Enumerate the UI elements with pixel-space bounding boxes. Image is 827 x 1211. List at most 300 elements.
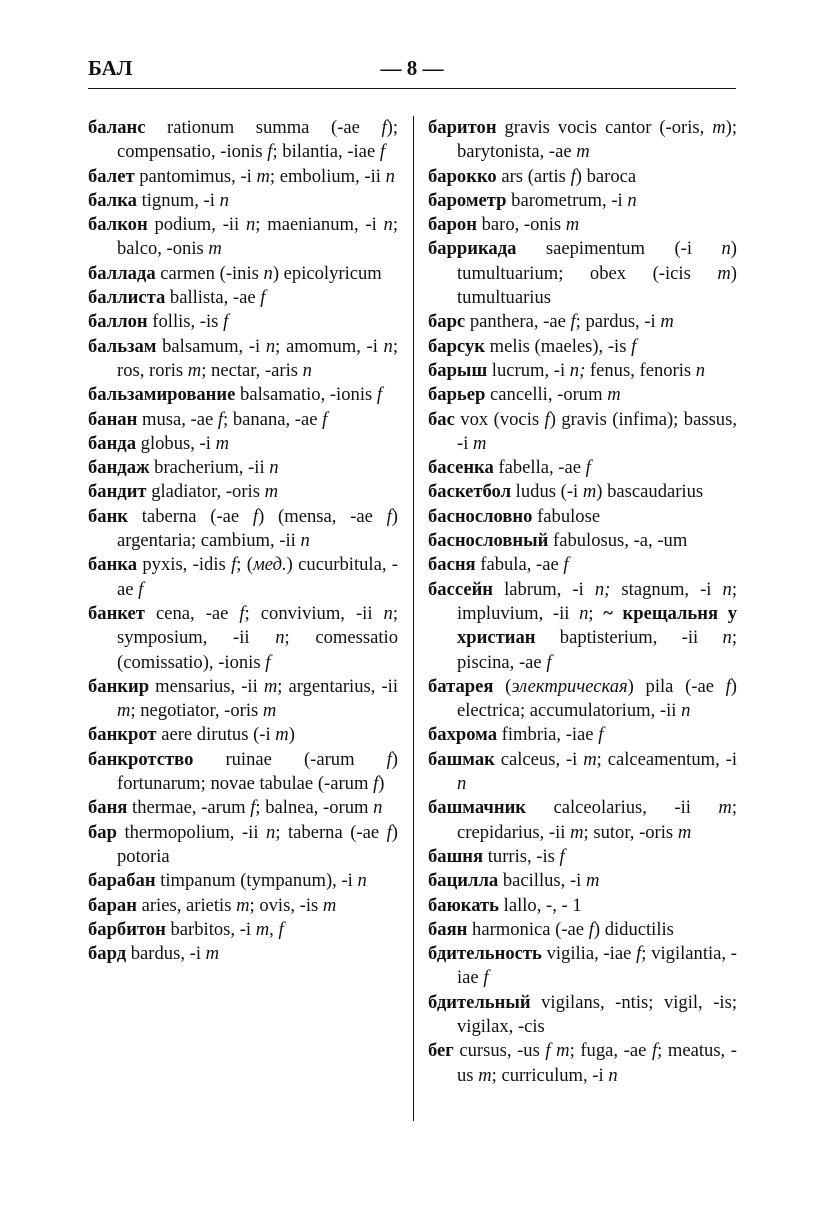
translation-text: bardus, -i bbox=[126, 943, 206, 965]
entry-headword: башмак bbox=[428, 748, 495, 770]
translation-text: aere dirutus (-i bbox=[156, 724, 276, 746]
grammar-label: f bbox=[651, 1040, 658, 1062]
grammar-label: f bbox=[570, 165, 576, 187]
grammar-label: f bbox=[386, 748, 392, 770]
translation-text: labrum, -i bbox=[493, 578, 595, 600]
dictionary-entry bbox=[88, 116, 398, 165]
grammar-label: n bbox=[695, 359, 706, 381]
running-headword: БАЛ bbox=[88, 56, 133, 80]
translation-text: aries, arietis bbox=[136, 894, 237, 916]
entry-headword: бахрома bbox=[428, 724, 498, 746]
translation-text: ; impluvium, -ii bbox=[457, 578, 737, 624]
dictionary-entry bbox=[88, 383, 398, 407]
sub-headword: ~ крещальня у христиан bbox=[457, 602, 737, 649]
dictionary-entry bbox=[88, 602, 398, 675]
translation-text: calceus, -i bbox=[494, 748, 584, 770]
translation-text: baptisterium, -ii bbox=[535, 627, 723, 649]
translation-text: barbitos, -i bbox=[165, 918, 256, 940]
dictionary-entry bbox=[428, 796, 737, 845]
grammar-label: m bbox=[236, 894, 250, 916]
grammar-label: мед. bbox=[252, 554, 287, 576]
translation-text: ; piscina, -ae bbox=[457, 627, 737, 673]
translation-text: ) bbox=[288, 724, 295, 746]
translation-text: panthera, -ae bbox=[465, 311, 571, 333]
grammar-label: f bbox=[278, 918, 284, 940]
grammar-label: f m bbox=[545, 1040, 570, 1062]
translation-text: tignum, -i bbox=[136, 189, 220, 211]
translation-text: thermopolium, -ii bbox=[116, 821, 267, 843]
grammar-label: n bbox=[722, 627, 732, 649]
dictionary-entry bbox=[428, 918, 737, 942]
translation-text: pantomimus, -i bbox=[134, 165, 257, 187]
entry-headword: бальзам bbox=[88, 335, 157, 357]
entry-headword: барсук bbox=[428, 335, 485, 357]
entry-headword: бдительный bbox=[428, 991, 531, 1013]
grammar-label: m bbox=[478, 1064, 492, 1086]
entry-headword: бандит bbox=[88, 481, 147, 503]
translation-text: ; symposium, -ii bbox=[117, 602, 398, 649]
dictionary-entry bbox=[428, 942, 737, 991]
dictionary-entry bbox=[88, 408, 398, 432]
entry-headword: балет bbox=[88, 165, 135, 187]
translation-text: ); barytonista, -ae bbox=[457, 117, 737, 163]
translation-text: ) bbox=[378, 773, 385, 795]
translation-text: rationum summa (-ae bbox=[145, 117, 382, 138]
translation-text: ; ovis, -is bbox=[249, 894, 323, 916]
translation-text: vigilans, -ntis; vigil, -is; vigilax, -cis bbox=[457, 991, 737, 1037]
grammar-label: n bbox=[266, 821, 276, 843]
translation-text: ; ( bbox=[236, 554, 253, 576]
grammar-label: n; bbox=[569, 359, 586, 381]
dictionary-entry bbox=[88, 262, 398, 286]
dictionary-entry bbox=[428, 869, 737, 893]
entry-headword: барьер bbox=[428, 384, 486, 406]
translation-text: ; meatus, -us bbox=[457, 1040, 737, 1086]
entry-headword: банк bbox=[88, 505, 129, 527]
translation-text: cancelli, -orum bbox=[485, 384, 608, 406]
translation-text: ; banana, -ae bbox=[223, 408, 323, 430]
dictionary-entry bbox=[88, 553, 398, 602]
grammar-label: f bbox=[725, 675, 731, 697]
grammar-label: n bbox=[457, 773, 467, 795]
translation-text: baro, -onis bbox=[476, 214, 566, 236]
dictionary-entry bbox=[88, 335, 398, 384]
translation-text: ; calceamentum, -i bbox=[596, 748, 737, 770]
grammar-label: m bbox=[208, 238, 222, 260]
grammar-label: n bbox=[383, 335, 393, 357]
entry-headword: баран bbox=[88, 894, 137, 916]
translation-text: ) tumultuarius bbox=[457, 262, 737, 309]
translation-text: lucrum, -i bbox=[487, 359, 570, 381]
grammar-label: n bbox=[627, 189, 637, 211]
translation-text: ) tumultuarium; obex (-icis bbox=[457, 238, 737, 284]
grammar-label: m bbox=[582, 481, 597, 503]
grammar-label: m bbox=[255, 918, 270, 940]
grammar-label: m bbox=[264, 481, 279, 503]
translation-text: ; crepidarius, -ii bbox=[457, 797, 737, 843]
grammar-label: n bbox=[269, 457, 279, 479]
grammar-label: n bbox=[263, 262, 273, 284]
grammar-label: m bbox=[205, 943, 220, 965]
translation-text: ; vigilantia, -iae bbox=[457, 943, 738, 989]
dictionary-entry bbox=[88, 796, 398, 820]
grammar-label: n bbox=[579, 602, 589, 624]
entry-headword: барбитон bbox=[88, 918, 166, 940]
dictionary-entry bbox=[428, 165, 737, 189]
translation-text: ; fuga, -ae bbox=[569, 1040, 652, 1062]
translation-text: follis, -is bbox=[147, 311, 224, 333]
translation-text: bracherium, -ii bbox=[149, 457, 270, 479]
dictionary-entry bbox=[88, 213, 398, 262]
translation-text: ; sutor, -oris bbox=[583, 821, 678, 843]
grammar-label: m bbox=[576, 141, 590, 163]
grammar-label: n bbox=[385, 165, 395, 187]
entry-headword: банкротство bbox=[88, 748, 194, 770]
dictionary-entry bbox=[428, 335, 737, 359]
translation-text: globus, -i bbox=[136, 432, 216, 454]
translation-text: carmen (-inis bbox=[155, 262, 264, 284]
grammar-label: n bbox=[722, 578, 732, 600]
grammar-label: f bbox=[386, 505, 392, 527]
grammar-label: f bbox=[373, 773, 379, 795]
translation-text: ) electrica; accumulatorium, -ii bbox=[457, 675, 737, 722]
dictionary-entry bbox=[428, 408, 737, 457]
translation-text: ; balco, -onis bbox=[117, 214, 399, 260]
entry-headword: бацилла bbox=[428, 870, 499, 892]
translation-text: ) gravis (infima); bassus, -i bbox=[457, 408, 737, 454]
translation-text: stagnum, -i bbox=[610, 578, 723, 600]
entry-headword: барыш bbox=[428, 359, 488, 381]
entry-headword: бальзамирование bbox=[88, 384, 236, 406]
grammar-label: n bbox=[300, 530, 310, 552]
entry-headword: бег bbox=[428, 1040, 454, 1062]
grammar-label: n bbox=[383, 602, 393, 624]
translation-text: calceolarius, -ii bbox=[526, 797, 719, 819]
dictionary-entry bbox=[428, 675, 737, 724]
entry-headword: басенка bbox=[428, 457, 494, 479]
translation-text: ; negotiator, -oris bbox=[130, 700, 263, 722]
right-column bbox=[428, 116, 737, 1088]
dictionary-entry bbox=[88, 942, 398, 966]
translation-text: vox (vocis bbox=[454, 408, 545, 430]
dictionary-entry bbox=[88, 918, 398, 942]
entry-headword: баскетбол bbox=[428, 481, 512, 503]
grammar-label: f bbox=[636, 943, 642, 965]
translation-text: ) cucurbitula, -ae bbox=[117, 554, 398, 600]
dictionary-entry bbox=[428, 991, 737, 1040]
dictionary-entry bbox=[88, 165, 398, 189]
translation-text: ); compensatio, -ionis bbox=[117, 117, 398, 163]
grammar-label: f bbox=[386, 821, 392, 843]
column-divider bbox=[413, 116, 414, 1121]
translation-text: ; comessatio (comissatio), -ionis bbox=[117, 627, 398, 673]
dictionary-entry bbox=[88, 286, 398, 310]
translation-text: fabella, -ae bbox=[493, 457, 586, 479]
translation-text: ) bascaudarius bbox=[596, 481, 704, 503]
entry-headword: баллон bbox=[88, 311, 148, 333]
grammar-label: f bbox=[559, 845, 565, 867]
entry-headword: баррикада bbox=[428, 238, 517, 260]
dictionary-entry bbox=[428, 310, 737, 334]
dictionary-entry bbox=[428, 213, 737, 237]
grammar-label: n bbox=[383, 214, 393, 236]
grammar-label: f bbox=[252, 505, 259, 527]
entry-headword: бар bbox=[88, 821, 117, 843]
grammar-label: m bbox=[263, 675, 278, 697]
translation-text: ballista, -ae bbox=[165, 287, 261, 309]
grammar-label: f bbox=[588, 918, 594, 940]
translation-text: ) fortunarum; novae tabulae (-arum bbox=[117, 748, 398, 795]
page-header bbox=[88, 56, 736, 89]
grammar-label: f bbox=[250, 797, 256, 819]
translation-text: vigilia, -iae bbox=[541, 943, 637, 965]
translation-text: ; maenianum, -i bbox=[255, 214, 384, 236]
grammar-label: m bbox=[607, 384, 621, 406]
dictionary-entry bbox=[428, 553, 737, 577]
dictionary-entry bbox=[88, 894, 398, 918]
grammar-label: m bbox=[565, 214, 580, 236]
grammar-label: m bbox=[570, 821, 584, 843]
entry-headword: бдительность bbox=[428, 943, 542, 965]
translation-text: fabula, -ae bbox=[475, 554, 564, 576]
translation-text: ars (artis bbox=[496, 165, 571, 187]
translation-text: ) epicolyricum bbox=[272, 262, 382, 284]
entry-headword: барабан bbox=[88, 870, 156, 892]
translation-text: ( bbox=[493, 675, 512, 697]
grammar-label: f bbox=[546, 651, 552, 673]
dictionary-entry bbox=[88, 456, 398, 480]
grammar-label: f bbox=[544, 408, 550, 430]
grammar-label: f bbox=[239, 602, 245, 624]
grammar-label: n bbox=[608, 1064, 618, 1086]
translation-text: ) argentaria; cambium, -ii bbox=[117, 505, 398, 552]
dictionary-entry bbox=[88, 505, 398, 554]
entry-headword: бас bbox=[428, 408, 455, 430]
grammar-label: f bbox=[267, 141, 273, 163]
grammar-label: m bbox=[660, 311, 674, 333]
dictionary-entry bbox=[428, 529, 737, 553]
entry-headword: бандаж bbox=[88, 457, 150, 479]
dictionary-entry bbox=[88, 675, 398, 724]
grammar-label: f bbox=[322, 408, 328, 430]
translation-text: ) (mensa, -ae bbox=[258, 505, 387, 527]
grammar-label: f bbox=[598, 724, 604, 746]
entry-headword: барометр bbox=[428, 189, 507, 211]
grammar-label: f bbox=[631, 335, 637, 357]
dictionary-entry bbox=[88, 869, 398, 893]
grammar-label: m bbox=[717, 262, 731, 284]
entry-headword: баланс bbox=[88, 117, 146, 138]
translation-text: timpanum (tympanum), -i bbox=[155, 870, 358, 892]
translation-text: fabulosus, -a, -um bbox=[548, 530, 688, 552]
translation-text: saepimentum (-i bbox=[516, 238, 722, 260]
grammar-label: m bbox=[677, 821, 692, 843]
dictionary-entry bbox=[428, 845, 737, 869]
grammar-label: n bbox=[357, 870, 367, 892]
entry-headword: баснословно bbox=[428, 505, 533, 527]
translation-text: ruinae (-arum bbox=[193, 748, 387, 770]
entry-headword: баян bbox=[428, 918, 468, 940]
dictionary-entry bbox=[428, 383, 737, 407]
grammar-label: m bbox=[585, 870, 600, 892]
translation-text: ; convivium, -ii bbox=[244, 602, 384, 624]
translation-text: fimbria, -iae bbox=[497, 724, 599, 746]
translation-text: melis (maeles), -is bbox=[484, 335, 632, 357]
translation-text: ludus (-i bbox=[511, 481, 583, 503]
entry-headword: башмачник bbox=[428, 797, 527, 819]
grammar-label: m bbox=[262, 700, 277, 722]
entry-headword: барс bbox=[428, 311, 466, 333]
dictionary-entry bbox=[428, 1039, 737, 1088]
translation-text: ; taberna (-ae bbox=[275, 821, 387, 843]
dictionary-entry bbox=[88, 189, 398, 213]
entry-headword: батарея bbox=[428, 675, 494, 697]
grammar-label: n bbox=[302, 359, 312, 381]
translation-text: pyxis, -idis bbox=[137, 554, 232, 576]
translation-text: ; nectar, -aris bbox=[201, 359, 303, 381]
grammar-label: m bbox=[712, 117, 726, 138]
translation-text: ) diductilis bbox=[593, 918, 674, 940]
grammar-label: f bbox=[483, 967, 489, 989]
translation-text: ; pardus, -i bbox=[575, 311, 661, 333]
page-number: — 8 — bbox=[380, 56, 444, 80]
translation-text: ; amomum, -i bbox=[275, 335, 384, 357]
dictionary-entry bbox=[428, 505, 737, 529]
translation-text: cena, -ae bbox=[144, 602, 240, 624]
entry-headword: баня bbox=[88, 797, 128, 819]
dictionary-entry bbox=[428, 189, 737, 213]
entry-headword: банкир bbox=[88, 675, 150, 697]
entry-headword: банкрот bbox=[88, 724, 157, 746]
translation-text: ; ros, roris bbox=[117, 335, 398, 381]
dictionary-entry bbox=[88, 821, 398, 870]
grammar-label: f bbox=[379, 141, 386, 163]
dictionary-entry bbox=[428, 359, 737, 383]
grammar-label: f bbox=[376, 384, 383, 406]
dictionary-entry bbox=[428, 723, 737, 747]
translation-text: lallo, -, - 1 bbox=[499, 894, 582, 916]
entry-headword: баснословный bbox=[428, 530, 549, 552]
entry-headword: баллада bbox=[88, 262, 156, 284]
translation-text: podium, -ii bbox=[147, 214, 246, 236]
dictionary-entry bbox=[428, 237, 737, 310]
translation-text: mensarius, -ii bbox=[149, 675, 264, 697]
entry-headword: банда bbox=[88, 432, 137, 454]
dictionary-entry bbox=[88, 432, 398, 456]
grammar-label: f bbox=[265, 651, 271, 673]
dictionary-entry bbox=[88, 723, 398, 747]
translation-text: ; bbox=[588, 602, 604, 624]
grammar-label: f bbox=[563, 554, 569, 576]
grammar-label: f bbox=[570, 311, 576, 333]
dictionary-entry bbox=[88, 310, 398, 334]
translation-text: ; bilantia, -iae bbox=[272, 141, 380, 163]
dictionary-entry bbox=[428, 480, 737, 504]
translation-text: ) baroca bbox=[575, 165, 637, 187]
grammar-label: f bbox=[217, 408, 224, 430]
grammar-label: n bbox=[373, 797, 383, 819]
translation-text: ; balnea, -orum bbox=[255, 797, 374, 819]
grammar-label: m bbox=[187, 359, 202, 381]
grammar-label: m bbox=[718, 797, 732, 819]
entry-headword: барокко bbox=[428, 165, 497, 187]
dictionary-entry bbox=[88, 480, 398, 504]
grammar-label: n bbox=[219, 189, 229, 211]
translation-text: ) potoria bbox=[117, 821, 398, 867]
grammar-label: n bbox=[246, 214, 256, 236]
translation-text: taberna (-ae bbox=[128, 505, 253, 527]
grammar-label: f bbox=[138, 578, 144, 600]
entry-headword: барон bbox=[428, 214, 477, 236]
entry-headword: баюкать bbox=[428, 894, 500, 916]
dictionary-entry bbox=[428, 456, 737, 480]
grammar-label: f bbox=[223, 311, 229, 333]
grammar-label: n bbox=[265, 335, 276, 357]
dictionary-entry bbox=[428, 894, 737, 918]
translation-text: balsamatio, -ionis bbox=[235, 384, 377, 406]
grammar-label: n; bbox=[594, 578, 611, 600]
translation-text: ; argentarius, -ii bbox=[277, 675, 398, 697]
translation-text: balsamum, -i bbox=[156, 335, 266, 357]
grammar-label: f bbox=[381, 117, 387, 138]
translation-text: fenus, fenoris bbox=[585, 359, 696, 381]
entry-headword: басня bbox=[428, 554, 476, 576]
translation-text: turris, -is bbox=[483, 845, 560, 867]
dictionary-entry bbox=[428, 748, 737, 797]
grammar-label: n bbox=[721, 238, 731, 260]
grammar-label: m bbox=[117, 700, 131, 722]
entry-headword: баллиста bbox=[88, 287, 166, 309]
translation-text: ; curriculum, -i bbox=[491, 1064, 609, 1086]
entry-headword: балкон bbox=[88, 214, 148, 236]
entry-headword: бассейн bbox=[428, 578, 494, 600]
grammar-label: f bbox=[585, 457, 591, 479]
translation-text: harmonica (-ae bbox=[467, 918, 589, 940]
entry-headword: банка bbox=[88, 554, 138, 576]
entry-headword: балка bbox=[88, 189, 137, 211]
translation-text: gravis vocis cantor (-oris, bbox=[496, 117, 713, 138]
translation-text: fabulose bbox=[532, 505, 601, 527]
dictionary-entry bbox=[428, 116, 737, 165]
grammar-label: m bbox=[275, 724, 289, 746]
grammar-label: f bbox=[231, 554, 237, 576]
translation-text: , bbox=[269, 918, 279, 940]
grammar-label: m bbox=[322, 894, 337, 916]
dictionary-entry bbox=[88, 748, 398, 797]
translation-text: bacillus, -i bbox=[498, 870, 586, 892]
grammar-label: m bbox=[256, 165, 270, 187]
translation-text: barometrum, -i bbox=[506, 189, 628, 211]
entry-headword: банан bbox=[88, 408, 138, 430]
translation-text: musa, -ae bbox=[137, 408, 218, 430]
translation-text: thermae, -arum bbox=[127, 797, 251, 819]
grammar-label: электрическая bbox=[511, 675, 628, 697]
entry-headword: баритон bbox=[428, 117, 497, 138]
grammar-label: n bbox=[275, 627, 285, 649]
translation-text: gladiator, -oris bbox=[146, 481, 265, 503]
grammar-label: n bbox=[681, 700, 691, 722]
translation-text: ; embolium, -ii bbox=[269, 165, 386, 187]
grammar-label: m bbox=[215, 432, 229, 454]
translation-text: ) pila (-ae bbox=[627, 675, 726, 697]
grammar-label: f bbox=[260, 287, 266, 309]
entry-headword: башня bbox=[428, 845, 484, 867]
translation-text: cursus, -us bbox=[453, 1040, 546, 1062]
entry-headword: банкет bbox=[88, 602, 145, 624]
dictionary-entry bbox=[428, 578, 737, 675]
grammar-label: m bbox=[583, 748, 597, 770]
entry-headword: бард bbox=[88, 943, 127, 965]
